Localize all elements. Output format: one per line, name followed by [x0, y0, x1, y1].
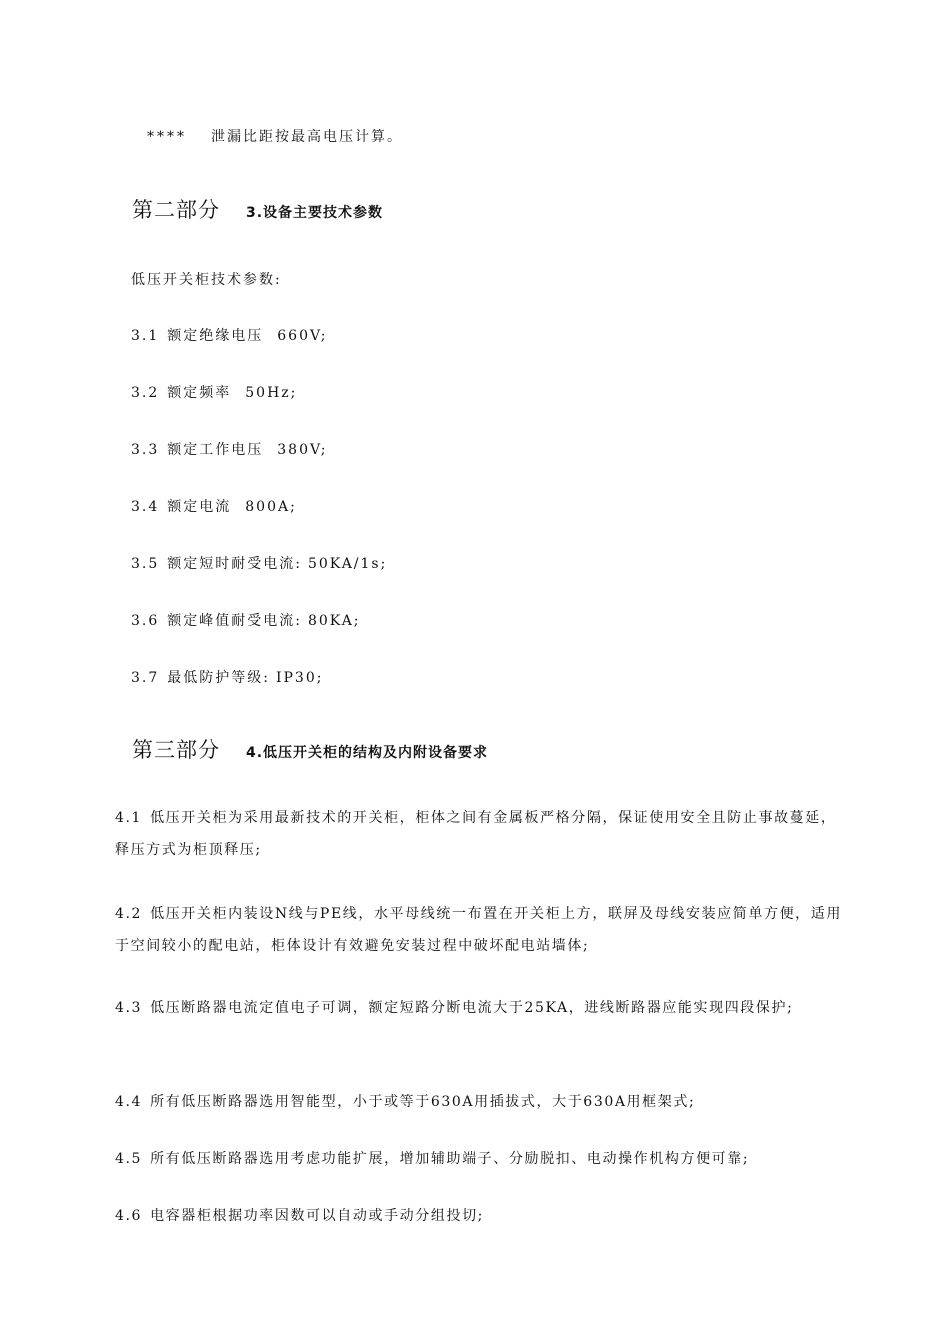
requirement-item	[115, 992, 845, 1024]
requirement-text: 所有低压断路器选用智能型，小于或等于630A用插拔式，大于630A用框架式;	[150, 1094, 696, 1110]
section-part-label: 第三部分	[132, 738, 220, 762]
requirement-text: 所有低压断路器选用考虑功能扩展，增加辅助端子、分励脱扣、电动操作机构方便可靠;	[150, 1151, 750, 1167]
param-label: 额定频率	[167, 385, 232, 401]
requirement-text: 低压断路器电流定值电子可调，额定短路分断电流大于25KA，进线断路器应能实现四段保护;	[150, 1000, 794, 1016]
param-value: 380V;	[277, 442, 328, 458]
param-number: 3.6	[131, 613, 160, 629]
param-number: 3.3	[131, 442, 160, 458]
param-label: 额定电流	[167, 499, 232, 515]
param-label: 额定峰值耐受电流:	[167, 613, 302, 629]
param-number: 3.1	[131, 328, 160, 344]
requirement-number: 4.1	[115, 810, 143, 826]
param-label: 最低防护等级:	[167, 670, 270, 686]
param-line	[131, 440, 327, 460]
param-value: 50Hz;	[245, 385, 298, 401]
requirement-number: 4.5	[115, 1151, 143, 1167]
param-label: 额定绝缘电压	[167, 328, 264, 344]
section-heading-2	[132, 194, 383, 224]
section-title: 3.设备主要技术参数	[246, 205, 384, 221]
param-number: 3.7	[131, 670, 160, 686]
requirement-item	[115, 1143, 845, 1175]
requirement-item	[115, 1200, 845, 1232]
param-number: 3.2	[131, 385, 160, 401]
requirement-number: 4.3	[115, 1000, 143, 1016]
note-stars: ****	[147, 129, 187, 145]
requirement-number: 4.4	[115, 1094, 143, 1110]
params-intro: 低压开关柜技术参数:	[131, 272, 282, 288]
param-line	[131, 383, 297, 403]
section-heading-3	[132, 734, 488, 764]
section-title: 4.低压开关柜的结构及内附设备要求	[246, 745, 489, 761]
requirement-item	[115, 898, 845, 962]
requirement-number: 4.6	[115, 1208, 143, 1224]
param-line	[131, 497, 297, 517]
param-value: IP30;	[275, 670, 324, 686]
requirement-item	[115, 802, 845, 866]
requirement-text: 低压开关柜为采用最新技术的开关柜，柜体之间有金属板严格分隔，保证使用安全且防止事故蔓延，释压方式为柜顶释压;	[115, 810, 837, 858]
param-label: 额定短时耐受电流:	[167, 556, 302, 572]
section-part-label: 第二部分	[132, 198, 220, 222]
note-text: 泄漏比距按最高电压计算。	[211, 129, 403, 145]
param-value: 660V;	[277, 328, 328, 344]
param-label: 额定工作电压	[167, 442, 264, 458]
requirement-number: 4.2	[115, 906, 143, 922]
note-line	[147, 127, 403, 147]
param-value: 800A;	[245, 499, 297, 515]
param-line	[131, 326, 327, 346]
param-line	[131, 611, 361, 631]
requirement-text: 电容器柜根据功率因数可以自动或手动分组投切;	[150, 1208, 484, 1224]
param-line	[131, 668, 323, 688]
param-number: 3.4	[131, 499, 160, 515]
requirement-item	[115, 1086, 845, 1118]
param-value: 80KA;	[307, 613, 361, 629]
param-line	[131, 554, 387, 574]
param-value: 50KA/1s;	[307, 556, 388, 572]
param-number: 3.5	[131, 556, 160, 572]
requirement-text: 低压开关柜内装设N线与PE线，水平母线统一布置在开关柜上方，联屏及母线安装应简单方便，适用于空间较小的配电站，柜体设计有效避免安装过程中破坏配电站墙体;	[115, 906, 842, 954]
